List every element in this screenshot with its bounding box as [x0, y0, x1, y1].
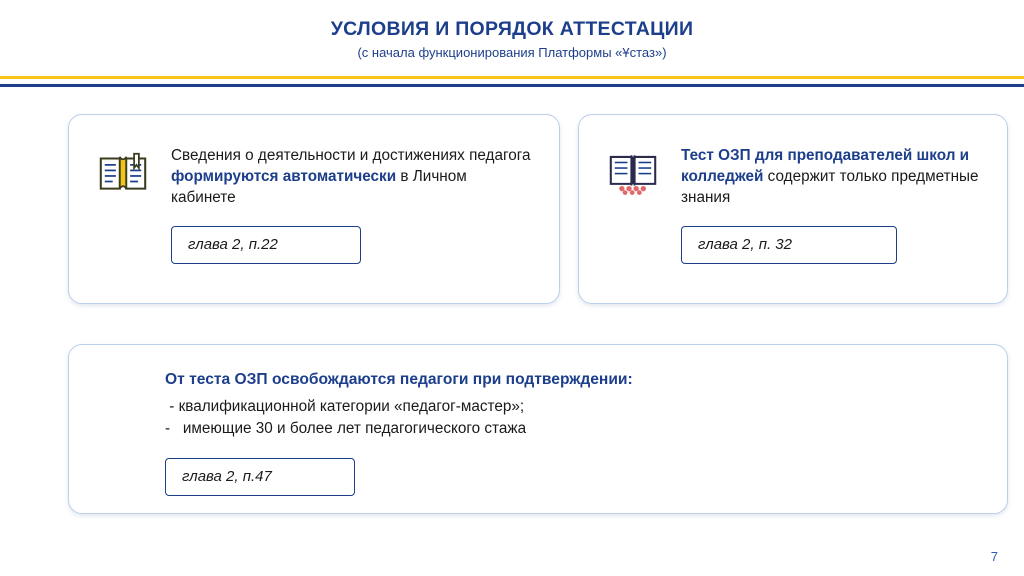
divider-yellow: [0, 76, 1024, 79]
icon-slot-left: [97, 145, 171, 264]
divider-blue: [0, 84, 1024, 87]
card-auto-portfolio-text: [171, 145, 533, 264]
list-item: - квалификационной категории «педагог-мастер»;: [165, 398, 525, 415]
card-auto-portfolio-paragraph: [171, 145, 533, 208]
card-auto-portfolio: [68, 114, 560, 304]
card-ozp-exemptions-inner: [69, 345, 1007, 496]
text-emphasis: формируются автоматически: [171, 168, 397, 186]
page-number: 7: [990, 549, 998, 564]
reference-box-chapter2-p47: глава 2, п.47: [165, 458, 355, 496]
page-title: УСЛОВИЯ И ПОРЯДОК АТТЕСТАЦИИ: [330, 18, 694, 40]
icon-slot-right: [607, 145, 681, 264]
page-subtitle: (с начала функционирования Платформы «Ұстаз»): [357, 45, 667, 61]
text-part-2: содержит только предметные знания: [681, 168, 979, 207]
card-ozp-exemptions-heading: От теста ОЗП освобождаются педагоги при подтверждении:: [165, 371, 633, 388]
card-ozp-exemptions: [68, 344, 1008, 514]
card-auto-portfolio-inner: [69, 115, 559, 264]
text-part-1: Сведения о деятельности и достижениях педагога: [171, 147, 531, 164]
open-book-icon: [607, 149, 659, 195]
card-ozp-test-paragraph: [681, 145, 981, 208]
reference-box-chapter2-p22: глава 2, п.22: [171, 226, 361, 264]
text-part-2: в Личном кабинете: [171, 168, 467, 207]
slide-header: [0, 0, 1024, 60]
reference-box-chapter2-p32: глава 2, п. 32: [681, 226, 897, 264]
open-book-icon: [97, 149, 149, 195]
card-ozp-test-text: [681, 145, 981, 264]
card-ozp-test-inner: [579, 115, 1007, 264]
list-item: - имеющие 30 и более лет педагогического стажа: [165, 420, 527, 438]
text-emphasis: Тест ОЗП для преподавателей школ и колледжей: [681, 147, 970, 186]
card-ozp-test: [578, 114, 1008, 304]
